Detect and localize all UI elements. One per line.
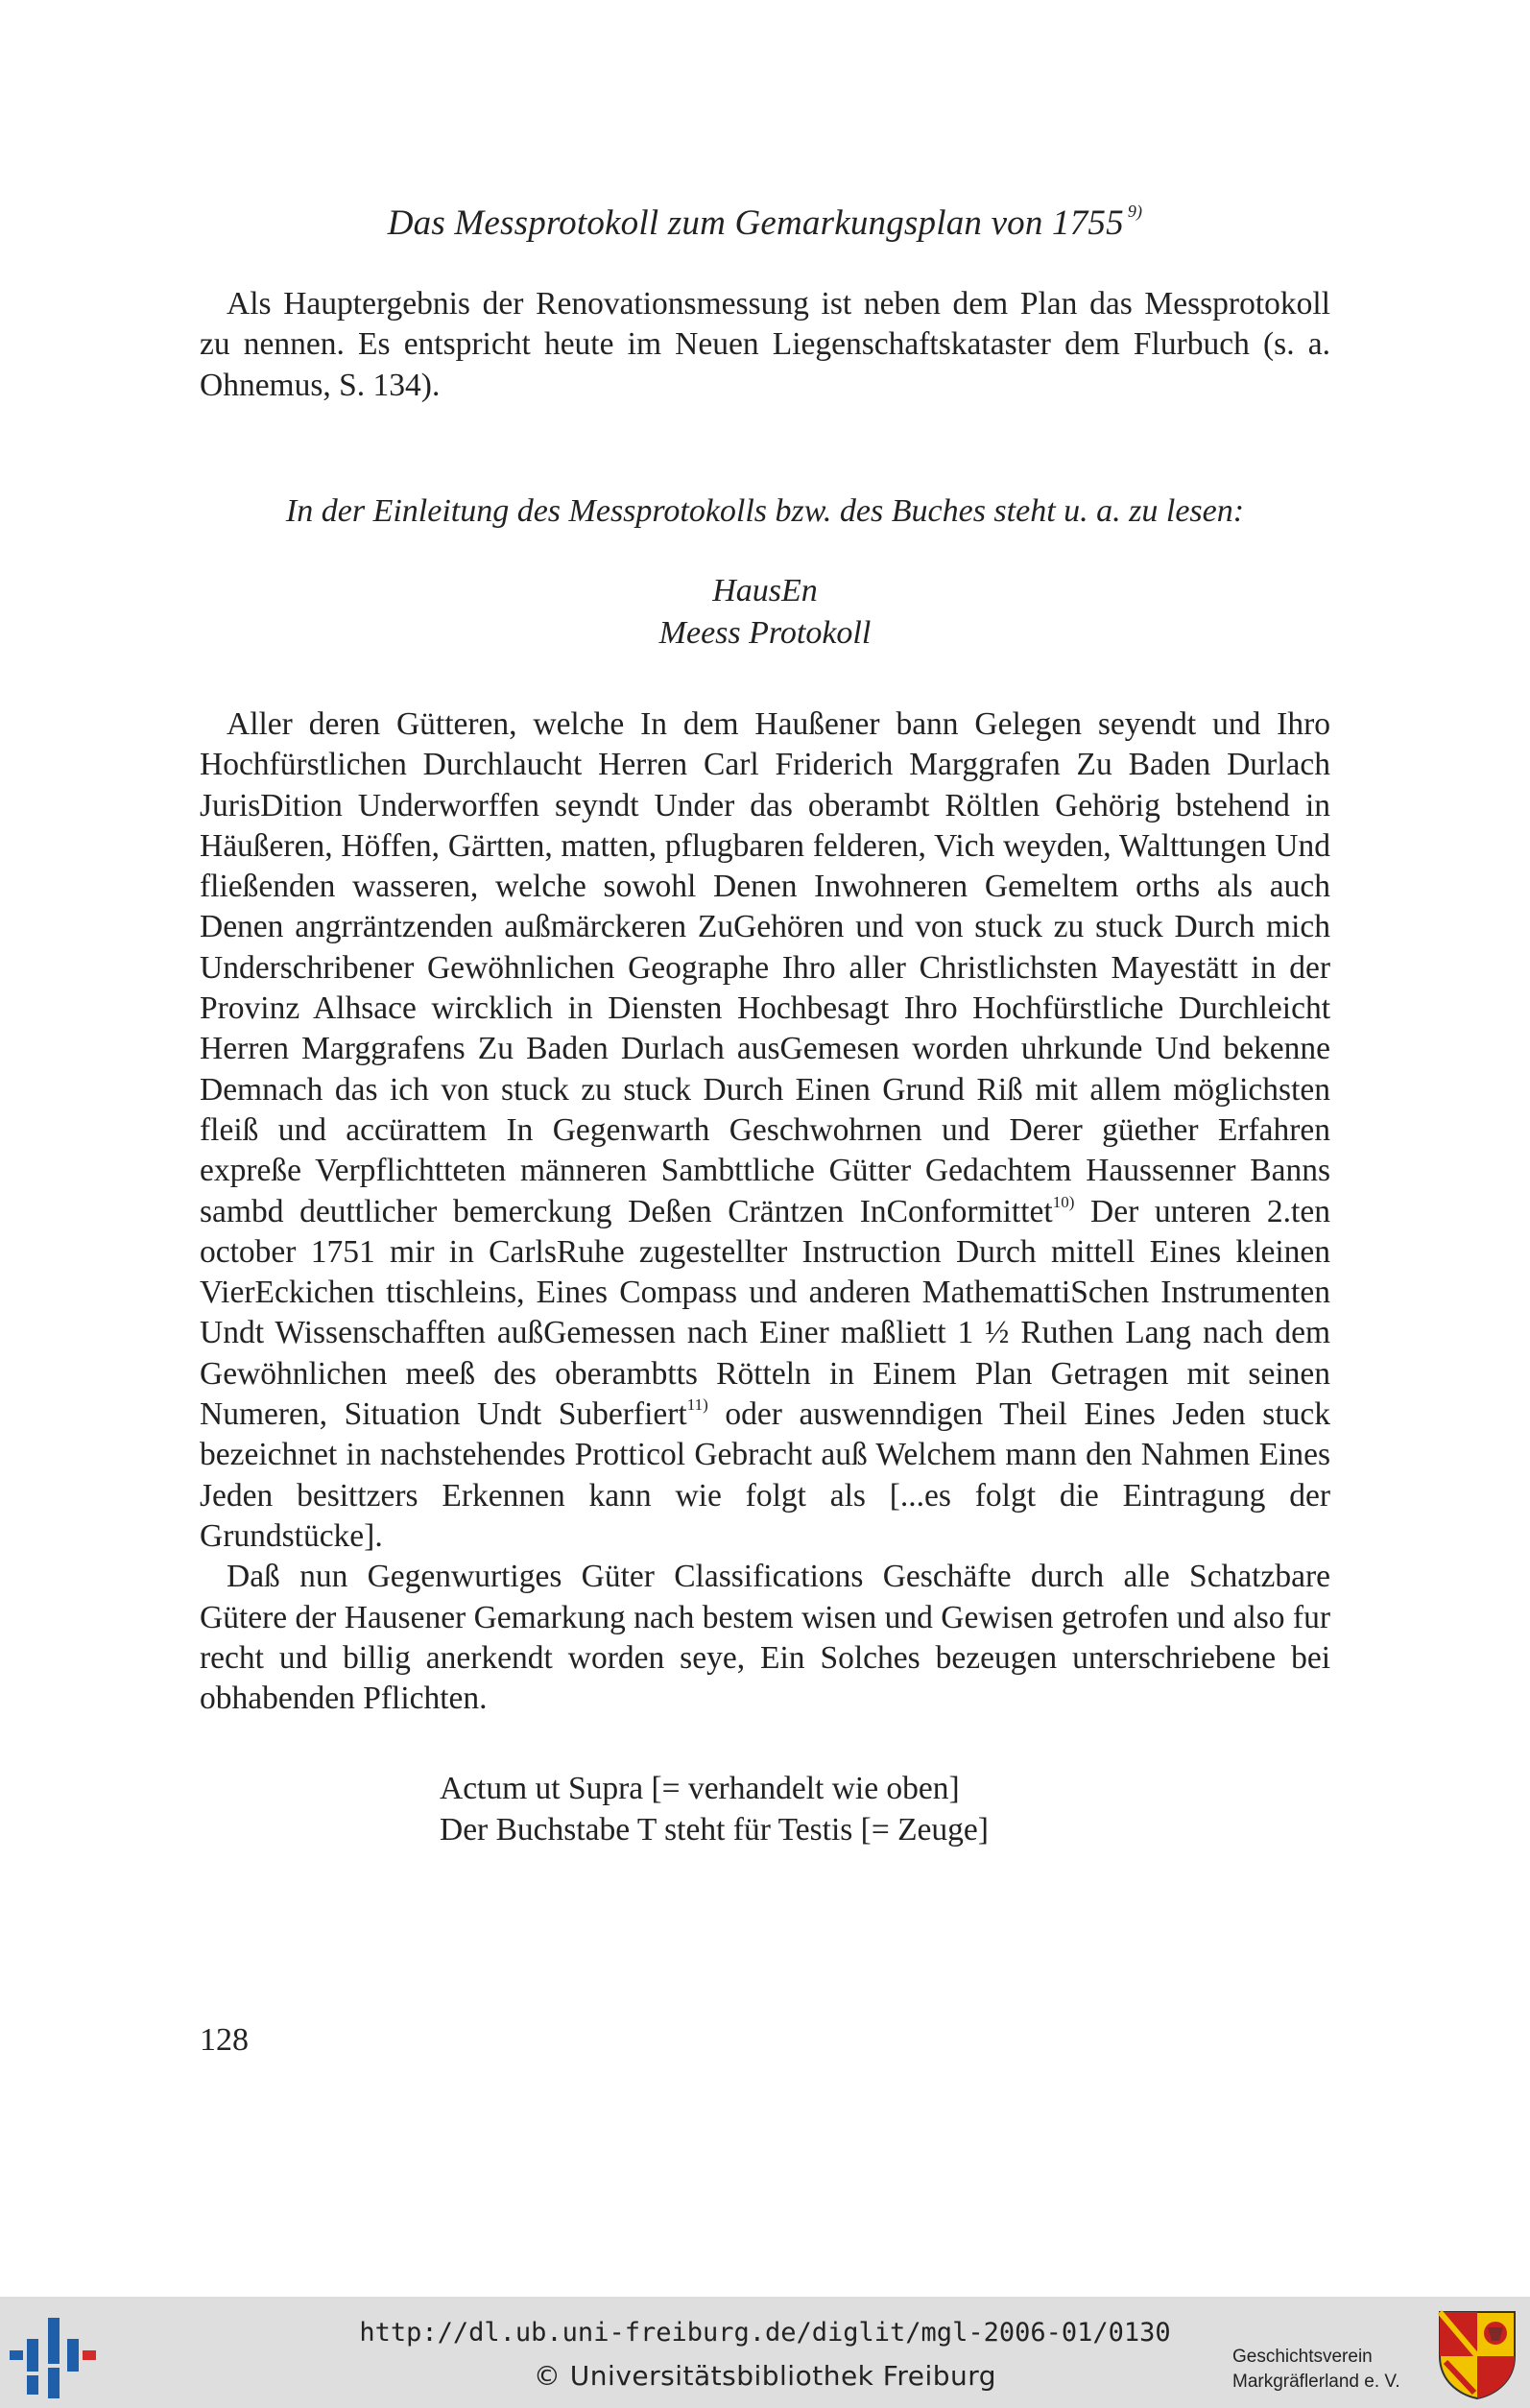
footnote-marker-11: 11) (686, 1395, 708, 1415)
quote-introduction: In der Einleitung des Messprotokolls bzw. des Buches steht u. a. zu lesen: (285, 493, 1245, 529)
closing-line-2: Der Buchstabe T steht für Testis [= Zeuge] (440, 1811, 989, 1848)
society-name-line2: Markgräflerland e. V. (1232, 2372, 1400, 2392)
document-title-line2: Meess Protokoll (658, 615, 872, 651)
quoted-segment-3: oder auswenndigen Theil Eines Jeden stuck bezeichnet in nachstehendes Protticol Gebracht auß Welchem mann den Nahmen Eines Jeden besittzers Erkennen kann wie folgt als [...es folgt die Eintragung der Grundstücke]. (200, 1396, 1330, 1554)
quoted-protocol-text (200, 704, 1330, 1719)
quoted-segment-2: Der unteren 2.ten october 1751 mir in CarlsRuhe zugestellter Instruction Durch mittell Eines kleinen VierEckichen ttischleins, Eines Compass und anderen MathemattiSchen Instrumenten Undt Wissenschafften außGemessen nach Einer maßliett 1 ½ Ruthen Lang nach dem Gewöhnlichen meeß des oberambtts Rötteln in Einem Plan Getragen mit seinen Numeren, Situation Undt Suberfiert (200, 1193, 1330, 1433)
heading-text: Das Messprotokoll zum Gemarkungsplan von 1755 (387, 203, 1124, 243)
footnote-marker-10: 10) (1052, 1192, 1075, 1211)
document-title-line1: HausEn (712, 573, 818, 608)
viewer-footer (0, 2297, 1530, 2408)
society-crest-icon[interactable] (1436, 2308, 1518, 2400)
quoted-paragraph-2: Daß nun Gegenwurtiges Güter Classifications Geschäfte durch alle Schatzbare Gütere der Hausener Gemarkung nach bestem wisen und Gewisen getrofen und also fur recht und billig anerkendt worden seye, Ein Solches bezeugen unterschriebene bei obhabenden Pflichten. (200, 1559, 1330, 1717)
closing-notes (440, 1769, 989, 1850)
document-title (0, 570, 1530, 655)
section-heading (0, 202, 1530, 244)
quoted-segment-1: Aller deren Gütteren, welche In dem Haußener bann Gelegen seyendt und Ihro Hochfürstlichen Durchlaucht Herren Carl Friderich Marggrafen Zu Baden Durlach JurisDition Underworffen seyndt Under das oberambt Röltlen Gehörig bstehend in Häußeren, Höffen, Gärtten, matten, pflugbaren felderen, Vich weyden, Walttungen Und fließenden wasseren, welche sowohl Denen Inwohneren Gemeltem orths als auch Denen angrräntzenden außmärckeren ZuGehören und von stuck zu stuck Durch mich Underschribener Gewöhnlichen Geographe Ihro aller Christlichsten Mayestätt in der Provinz Alhsace wircklich in Diensten Hochbesagt Ihro Hochfürstliche Durchleicht Herren Marggrafens Zu Baden Durlach ausGemesen worden uhrkunde Und bekenne Demnach das ich von stuck zu stuck Durch Einen Grund Riß mit allem möglichsten fleiß und accürattem In Gegenwarth Geschwohrnen und Derer güether Erfahren expreße Verpflichtteten männeren Sambttliche Gütter Gedachtem Haussenner Banns sambd deuttlicher bemerckung Deßen Cräntzen InConformittet (200, 706, 1330, 1229)
intro-paragraph (200, 284, 1330, 406)
closing-line-1: Actum ut Supra [= verhandelt wie oben] (440, 1771, 960, 1806)
heading-footnote-marker: 9) (1127, 202, 1143, 221)
document-url-link[interactable]: http://dl.ub.uni-freiburg.de/diglit/mgl-2006-01/0130 (359, 2318, 1171, 2348)
copyright-text: © Universitätsbibliothek Freiburg (533, 2360, 997, 2392)
page-number: 128 (200, 2022, 249, 2058)
quoted-paragraph-1 (200, 704, 1330, 1557)
society-name-line1: Geschichtsverein (1232, 2347, 1373, 2367)
intro-text: Als Hauptergebnis der Renovationsmessung ist neben dem Plan das Messprotokoll zu nennen. Es entspricht heute im Neuen Liegenschaftskataster dem Flurbuch (s. a. Ohnemus, S. 134). (200, 286, 1330, 403)
society-name (1232, 2345, 1400, 2395)
